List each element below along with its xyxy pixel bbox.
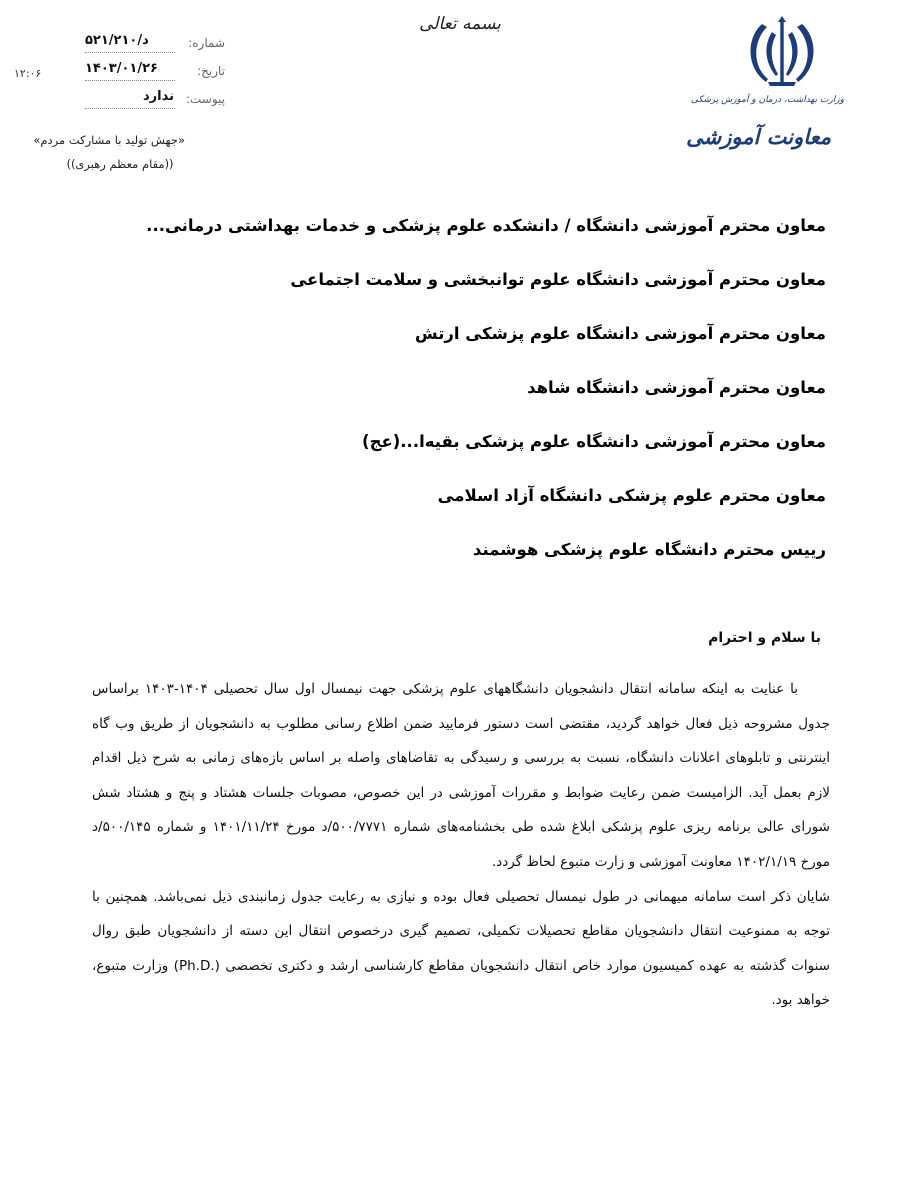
recipient-line: معاون محترم آموزشی دانشگاه / دانشکده علوم پزشکی و خدمات بهداشتی درمانی... — [146, 216, 826, 235]
recipient-line: معاون محترم آموزشی دانشگاه علوم پزشکی ارتش — [414, 324, 826, 343]
recipient-line: معاون محترم علوم پزشکی دانشگاه آزاد اسلامی — [437, 486, 826, 505]
recipient-line: معاون محترم آموزشی دانشگاه علوم پزشکی بقیه‌ا...(عج) — [362, 432, 826, 451]
bismillah-heading: بسمه تعالی — [419, 14, 501, 34]
recipients-list — [66, 205, 826, 583]
letter-attachment-row — [85, 89, 225, 111]
body-paragraph: شایان ذکر است سامانه میهمانی در طول نیمسال تحصیلی فعال بوده و نیازی به رعایت جدول زمانبندی ذیل نمی‌باشد. همچنین با توجه به ممنوعیت انتقال دانشجویان مقاطع تحصیلات تکمیلی، تصمیم گیری درخصوص انتقال این دسته از دانشجویان طبق روال سنوات گذشته به عهده کمیسیون موارد خاص انتقال دانشجویان مقاطع کارشناسی ارشد و دکتری تخصصی (.Ph.D) وزارت متبوع، خواهد بود. — [92, 888, 830, 1009]
letter-date-value: ۱۴۰۳/۰۱/۲۶ — [85, 61, 158, 76]
greeting: با سلام و احترام — [708, 630, 821, 646]
letter-date-row — [85, 61, 225, 83]
ministry-name: وزارت بهداشت، درمان و آموزش پزشکی — [690, 95, 844, 105]
time-stamp: ۱۲:۰۶ — [14, 67, 42, 80]
letter-attachment-value: ندارد — [143, 89, 175, 104]
recipient-line: رییس محترم دانشگاه علوم پزشکی هوشمند — [472, 540, 826, 559]
body-paragraph: با عنایت به اینکه سامانه انتقال دانشجویان دانشگاههای علوم پزشکی جهت نیمسال اول سال تحصیلی ۱۴۰۴-۱۴۰۳ براساس جدول مشروحه ذیل فعال خواهد گردید، مقتضی است دستور فرمایید ضمن اطلاع رسانی مطلوب به دانشجویان از طریق وب گاه اینترنتی و تابلوهای اعلانات دانشگاه، نسبت به بررسی و رسیدگی به تقاضاهای واصله بر اساس بازه‌های زمانی به شرح ذیل اقدام لازم بعمل آید. الزامیست ضمن رعایت ضوابط و مقررات آموزشی در این خصوص، مصوبات جلسات هشتاد و پنج و هشتاد شش شورای عالی برنامه ریزی علوم پزشکی ابلاغ شده طی بخشنامه‌های شماره ۵۰۰/۷۷۷۱/د مورخ ۱۴۰۱/۱۱/۲۴ و شماره ۵۰۰/۱۴۵/د مورخ ۱۴۰۲/۱/۱۹ معاونت آموزشی و زارت متبوع لحاظ گردد. — [92, 681, 830, 870]
letter-number-label: شماره: — [188, 36, 225, 50]
motto-source: ((مقام معظم رهبری)) — [66, 157, 174, 171]
letter-number-value: ۵۲۱/۲۱۰/د — [85, 33, 149, 48]
iran-emblem-icon — [742, 16, 822, 96]
deputy-name: معاونت آموزشی — [686, 124, 831, 149]
recipient-line: معاون محترم آموزشی دانشگاه علوم توانبخشی و سلامت اجتماعی — [290, 270, 826, 289]
letter-number-row — [85, 33, 225, 55]
recipient-line: معاون محترم آموزشی دانشگاه شاهد — [527, 378, 826, 397]
letter-date-label: تاریخ: — [197, 64, 225, 78]
letter-attachment-label: پیوست: — [185, 92, 225, 106]
motto: «جهش تولید با مشارکت مردم» — [33, 133, 185, 147]
letter-body — [92, 672, 830, 1018]
